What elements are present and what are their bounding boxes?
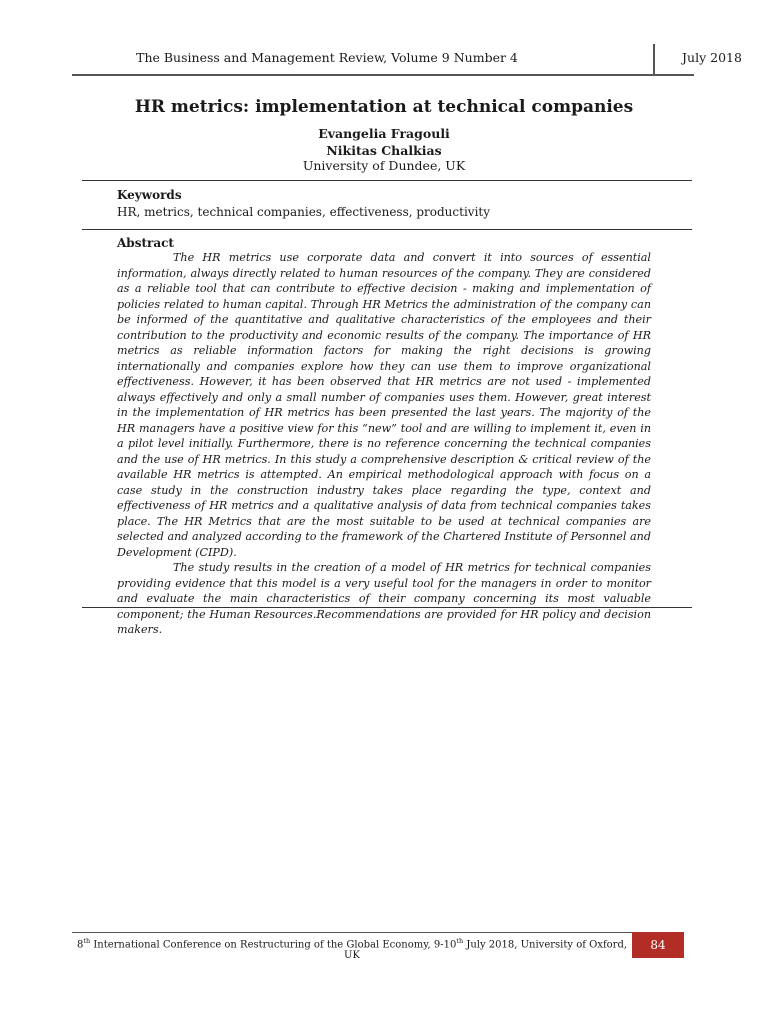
abstract-body [117,250,651,638]
author-name: Nikitas Chalkias [326,143,442,158]
author-affiliation: University of Dundee, UK [302,158,466,173]
footer-divider [72,932,632,933]
issue-date: July 2018 [682,50,742,65]
keywords-text: HR, metrics, technical companies, effectiveness, productivity [117,205,491,219]
abstract-paragraph: The study results in the creation of a model of HR metrics for technical companies providing evidence that this model is a very useful tool for the managers in order to monitor and evaluate the main characteristics of their company concerning its most valuable component; the Human Resources.Recommendations are provided for HR policy and decision makers. [117,561,651,636]
abstract-paragraph: The HR metrics use corporate data and convert it into sources of essential information, always directly related to human resources of the company. They are considered as a reliable tool that can contribute to effective decision - making and implementation of policies related to human capital. Through HR Metrics the administration of the company can be informed of the quantitative and qualitative characteristics of the employees and their contribution to the productivity and economic results of the company. The importance of HR metrics as reliable information factors for making the right decisions is growing internationally and companies explore how they can use them to improve organizational effectiveness. However, it has been observed that HR metrics are not used - implemented always effectively and only a small number of companies uses them. However, great interest in the implementation of HR metrics has been presented the last years. The majority of the HR managers have a positive view for this “new” tool and are willing to implement it, even in a pilot level initially. Furthermore, there is no reference concerning the technical companies and the use of HR metrics. In this study a comprehensive description & critical review of the available HR metrics is attempted. An empirical methodological approach with focus on a case study in the construction industry takes place regarding the type, context and effectiveness of HR metrics and a qualitative analysis of data from technical companies takes place. The HR Metrics that are the most suitable to be used at technical companies are selected and analyzed according to the framework of the Chartered Institute of Personnel and Development (CIPD). [117,251,651,559]
page-number: 84 [632,932,684,958]
date-suffix: th [456,937,464,945]
conference-name: International Conference on Restructuring of the Global Economy, 9-10 [90,939,457,951]
keywords-heading: Keywords [117,188,182,202]
section-divider [82,180,692,181]
paper-title: HR metrics: implementation at technical companies [134,97,634,117]
section-divider [82,607,692,608]
running-header [72,44,742,76]
ordinal-number: 8 [76,939,84,951]
journal-name: The Business and Management Review, Volume 9 Number 4 [136,50,518,65]
ordinal-suffix: th [83,937,91,945]
abstract-heading: Abstract [117,236,174,250]
conference-tail: July 2018, University of Oxford, UK [344,939,628,962]
conference-footer [72,937,632,961]
header-divider [653,44,655,74]
section-divider [82,229,692,230]
author-name: Evangelia Fragouli [318,126,450,141]
